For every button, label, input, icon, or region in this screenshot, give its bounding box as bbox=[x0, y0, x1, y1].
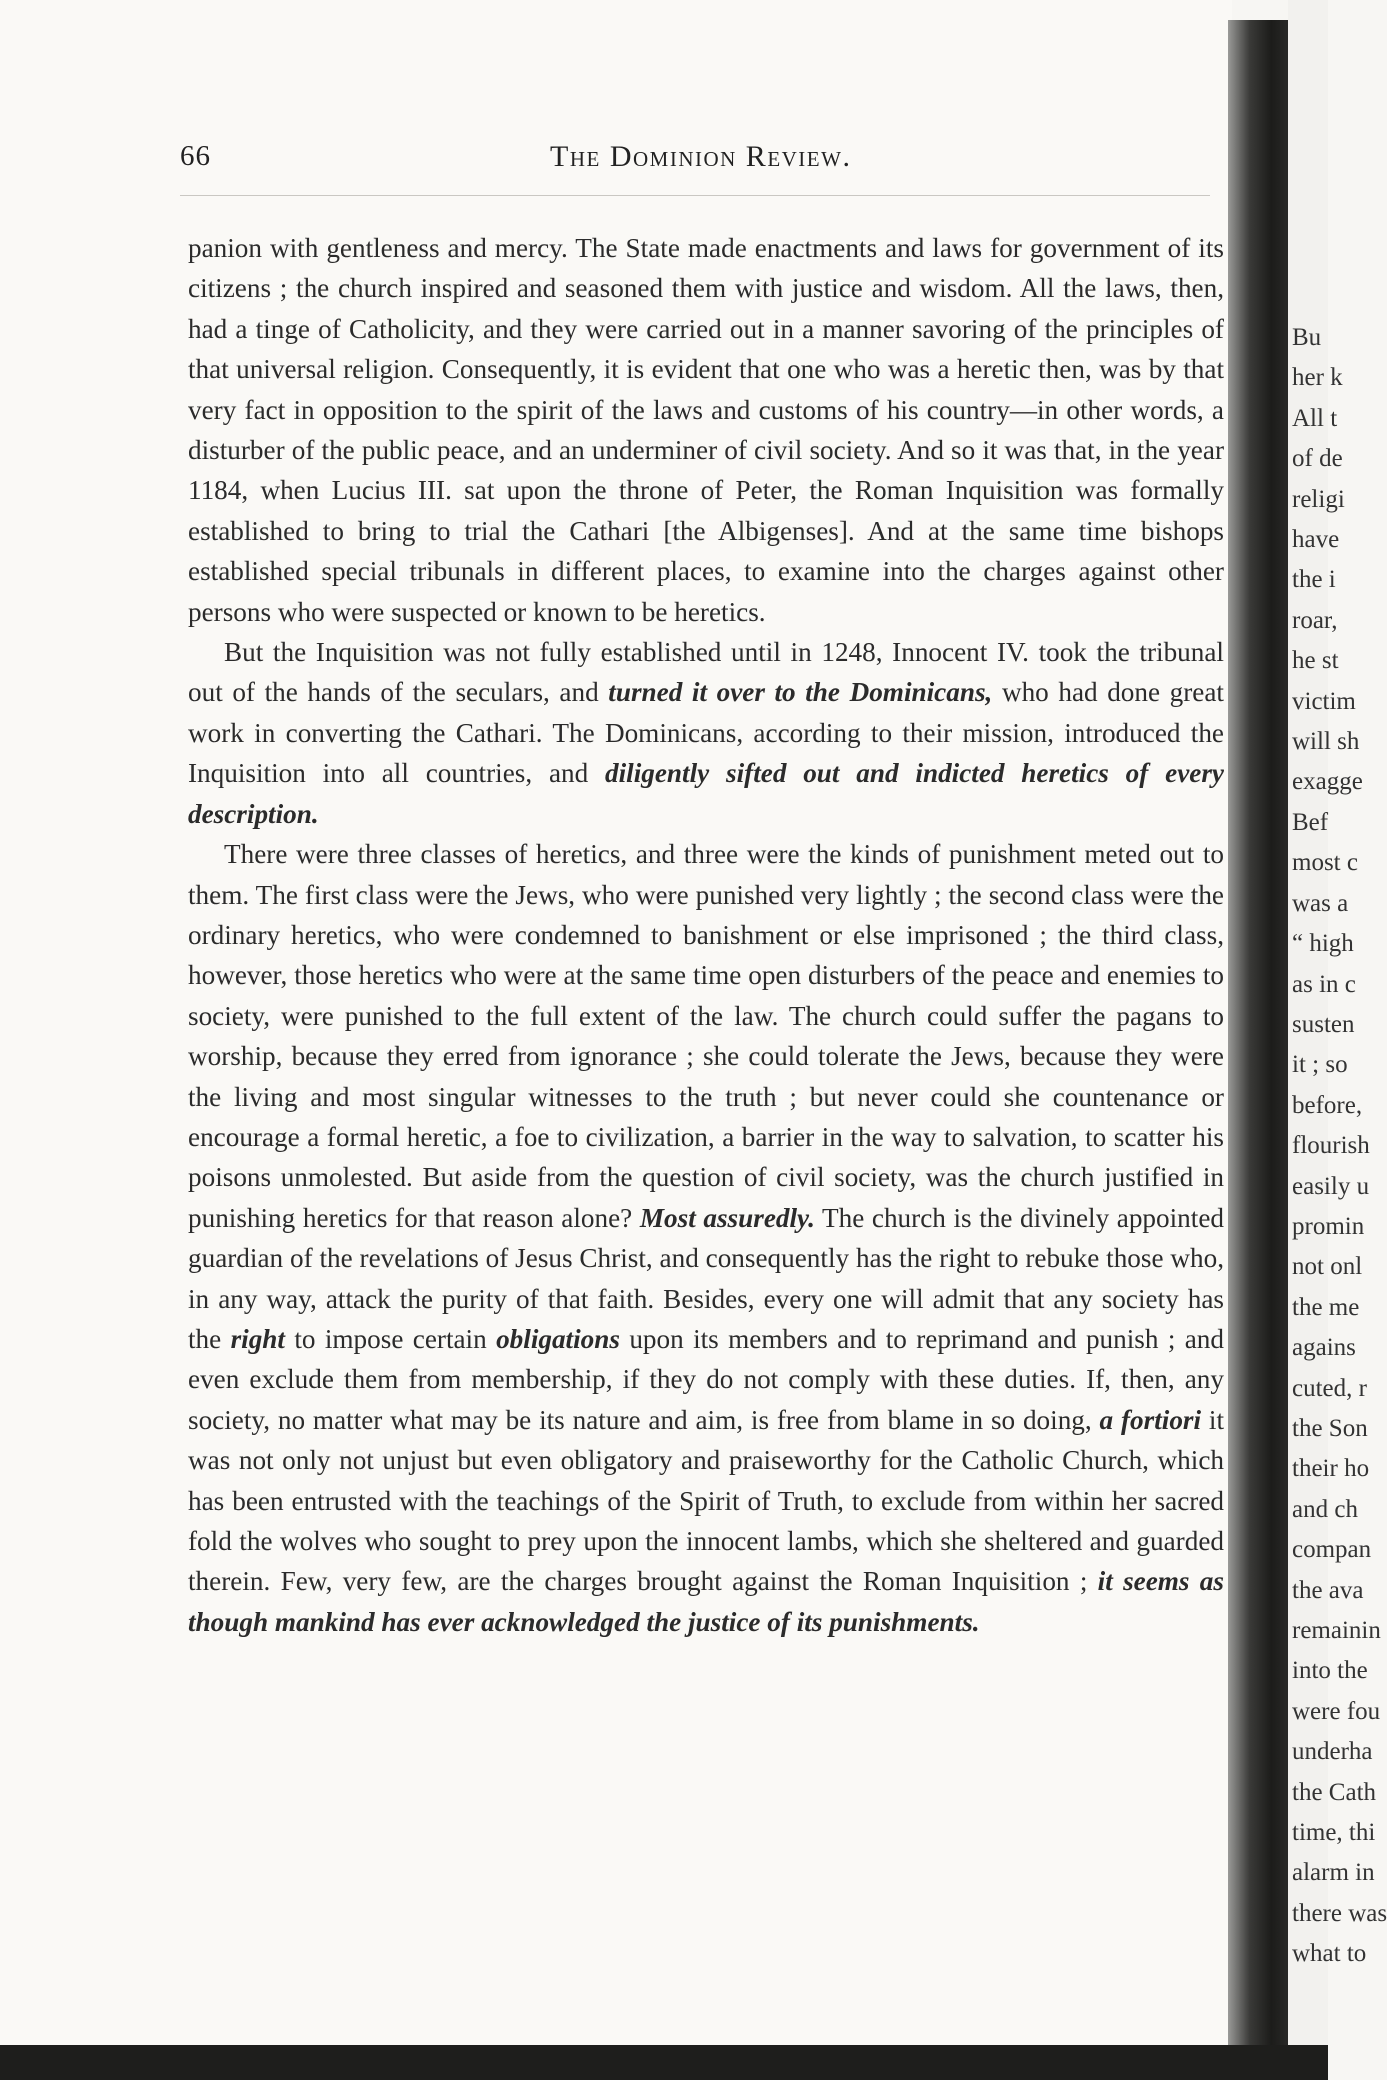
emphasis: it seems as though mankind has ever acknowledged the justice of its punishments. bbox=[188, 1566, 1224, 1637]
facing-page-line: Bu bbox=[1292, 324, 1322, 351]
facing-page-line: time, thi bbox=[1292, 1819, 1376, 1847]
facing-page-line: agains bbox=[1292, 1334, 1356, 1362]
facing-page-line: cuted, r bbox=[1292, 1374, 1367, 1402]
facing-page-line: the Son bbox=[1292, 1414, 1368, 1442]
facing-page-line: All t bbox=[1292, 404, 1338, 432]
facing-page-line: the i bbox=[1292, 566, 1336, 594]
facing-page-line: Bef bbox=[1292, 808, 1329, 836]
facing-page-line: religi bbox=[1292, 485, 1345, 513]
facing-page-line: he st bbox=[1292, 647, 1339, 675]
facing-page-edge bbox=[1288, 0, 1387, 2080]
facing-page-line: it ; so bbox=[1292, 1051, 1348, 1079]
facing-page-line: there was bbox=[1292, 1899, 1387, 1927]
facing-page-line: were fou bbox=[1292, 1697, 1381, 1725]
facing-page-line: of de bbox=[1292, 445, 1343, 473]
header-rule bbox=[180, 195, 1210, 197]
facing-page-line: remainin bbox=[1292, 1617, 1381, 1644]
emphasis: right bbox=[230, 1323, 285, 1354]
facing-page-line: compan bbox=[1292, 1536, 1372, 1564]
facing-page-line: the Cath bbox=[1292, 1778, 1377, 1806]
text-span: The church is the divinely appointed guardian of the revelations of Jesus Christ, and consequently has the right to rebuke those who, in any way, attack the purity of that faith. Besides, every one will admit that any society has the bbox=[188, 1202, 1224, 1354]
text-span: it was not only not unjust but even obligatory and praiseworthy for the Catholic Church, which has been entrusted with the teachings of the Spirit of Truth, to exclude from within her sacred fold the wolves who sought to prey upon the innocent lambs, which she sheltered and guarded therein. Few, very few, are the charges brought against the Roman Inquisition ; bbox=[188, 1404, 1225, 1597]
facing-page-line: will sh bbox=[1292, 728, 1360, 756]
text-span: But the Inquisition was not fully established until in 1248, Innocent IV. took the tribunal out of the hands of the seculars, and bbox=[188, 637, 1224, 708]
facing-page-line: have bbox=[1292, 526, 1340, 554]
facing-page-line: “ high bbox=[1292, 930, 1354, 958]
facing-page-line: exagge bbox=[1292, 768, 1363, 796]
text-span: to impose certain bbox=[284, 1323, 497, 1354]
facing-page-line: and ch bbox=[1292, 1495, 1358, 1523]
facing-page-line: the ava bbox=[1292, 1576, 1364, 1604]
facing-page-line: was a bbox=[1292, 889, 1349, 917]
emphasis: Most assuredly. bbox=[639, 1202, 815, 1233]
emphasis: turned it over to the Dominicans, bbox=[608, 677, 993, 708]
emphasis: a fortiori bbox=[1099, 1404, 1202, 1435]
facing-page-line: victim bbox=[1292, 687, 1356, 715]
emphasis: obligations bbox=[496, 1323, 620, 1354]
facing-page-line: easily u bbox=[1292, 1172, 1370, 1200]
facing-page-line: into the bbox=[1292, 1657, 1368, 1685]
body-text bbox=[188, 228, 1224, 1642]
paragraph-2 bbox=[188, 632, 1224, 834]
text-span: upon its members and to reprimand and punish ; and even exclude them from membership, if they do not comply with these duties. If, then, any society, no matter what may be its nature and aim, is free from blame in so doing, bbox=[188, 1323, 1224, 1435]
facing-page-line: their ho bbox=[1292, 1455, 1370, 1483]
facing-page-line: roar, bbox=[1292, 606, 1338, 634]
text-span: There were three classes of heretics, and three were the kinds of punishment meted out to them. The first class were the Jews, who were punished very lightly ; the second class were the ordinary heretics, who were condemned to banishment or else imprisoned ; the third class, however, those heretics who were at the same time open disturbers of the peace and enemies to society, were punished to the full extent of the law. The church could suffer the pagans to worship, because they erred from ignorance ; she could tolerate the Jews, because they were the living and most singular witnesses to the truth ; but never could she countenance or encourage a formal heretic, a foe to civilization, a barrier in the way to salvation, to scatter his poisons unmolested. But aside from the question of civil society, was the church justified in punishing heretics for that reason alone? bbox=[188, 839, 1224, 1233]
page-number: 66 bbox=[180, 140, 211, 172]
facing-page-text bbox=[1292, 318, 1387, 1975]
facing-page-line: promin bbox=[1292, 1212, 1365, 1240]
facing-page-line: flourish bbox=[1292, 1132, 1370, 1160]
running-title: The Dominion Review. bbox=[550, 140, 852, 173]
paragraph-1: panion with gentleness and mercy. The State made enactments and laws for government of its citizens ; the church inspired and seasoned them with justice and wisdom. All the laws, then, had a tinge of Catholicity, and they were carried out in a manner savoring of the principles of that universal religion. Consequently, it is evident that one who was a heretic then, was by that very fact in opposition to the spirit of the laws and customs of his country—in other words, a disturber of the public peace, and an underminer of civil society. And so it was that, in the year 1184, when Lucius III. sat upon the throne of Peter, the Roman Inquisition was formally established to bring to trial the Cathari [the Albigenses]. And at the same time bishops established special tribunals in different places, to examine into the charges against other persons who were suspected or known to be heretics. bbox=[188, 233, 1224, 627]
facing-page-line: as in c bbox=[1292, 970, 1356, 998]
text-span: who had done great work in converting the Cathari. The Dominicans, according to their mission, introduced the Inquisition into all countries, and bbox=[188, 677, 1224, 789]
facing-page-line: what to bbox=[1292, 1940, 1367, 1968]
facing-page-line: underha bbox=[1292, 1738, 1373, 1766]
facing-page-line: alarm in bbox=[1292, 1859, 1375, 1887]
facing-page-line: before, bbox=[1292, 1091, 1363, 1119]
scan-bottom-edge bbox=[0, 2045, 1328, 2080]
facing-page-line: the me bbox=[1292, 1293, 1360, 1321]
facing-page-line: not onl bbox=[1292, 1253, 1363, 1281]
emphasis: diligently sifted out and indicted heretics of every description. bbox=[188, 758, 1224, 829]
facing-page-line: susten bbox=[1292, 1010, 1355, 1038]
paragraph-3 bbox=[188, 834, 1224, 1642]
facing-page-line: her k bbox=[1292, 364, 1343, 392]
facing-page-line: most c bbox=[1292, 849, 1358, 877]
book-spine-shadow bbox=[1228, 20, 1290, 2050]
